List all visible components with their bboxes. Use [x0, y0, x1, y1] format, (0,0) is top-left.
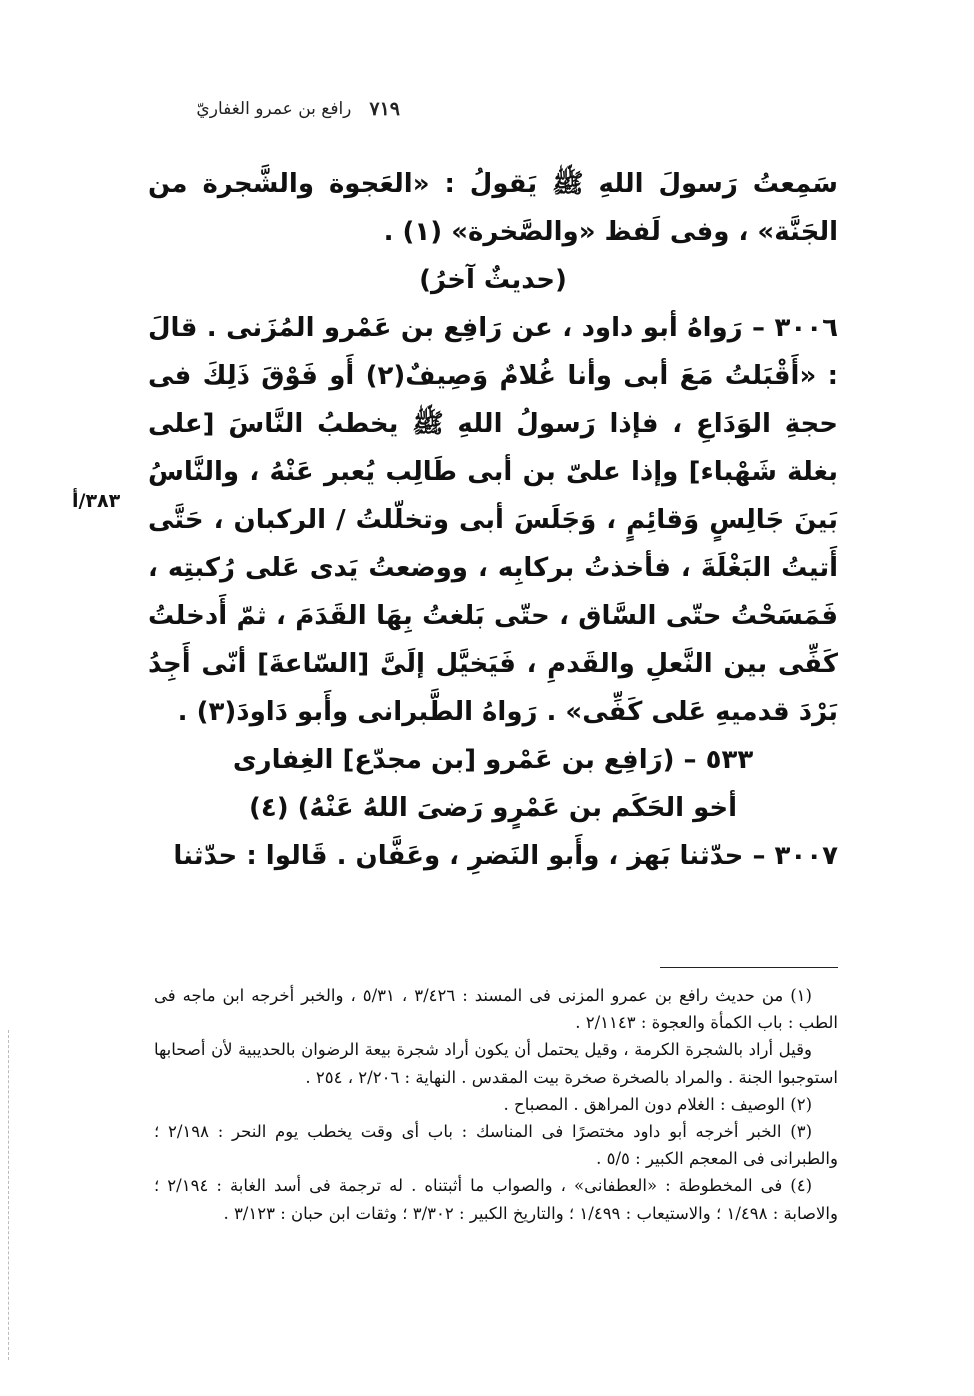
- footnote-1: (١) من حديث رافع بن عمرو المزنى فى المسند : ٣/٤٢٦ ، ٥/٣١ ، والخبر أخرجه ابن ماجه فى الطب : باب الكمأة والعجوة : ٢/١١٤٣ .: [154, 986, 838, 1033]
- footnote-1-continued: وقيل أراد بالشجرة الكرمة ، وقيل يحتمل أن يكون أراد شجرة بيعة الرضوان بالحديبية لأن أصحابها استوجبوا الجنة . والمراد بالصخرة صخرة بيت المقدس . النهاية : ٢/٢٠٦ ، ٢٥٤ .: [154, 1040, 838, 1087]
- footnote-2: (٢) الوصيف : الغلام دون المراهق . المصباح .: [503, 1094, 812, 1114]
- footnote-3: (٣) الخبر أخرجه أبو داود مختصرًا فى المناسك : باب أى وقت يخطب يوم النحر : ٢/١٩٨ ؛ والطبرانى فى المعجم الكبير : ٥/٥ .: [154, 1122, 838, 1169]
- hadith-3006: ٣٠٠٦ – رَواهُ أبو داود ، عن رَافِع بن عَمْرو المُزَنى . قالَ : «أَقْبَلتُ مَعَ أبى وأنا غُلامٌ وَصِيفٌ(٢) أَو فَوْقَ ذَلِكَ فى حجةِ الوَدَاعِ ، فإذا رَسولُ اللهِ ﷺ يخطبُ النَّاسَ [على بغلة شَهْباء] وإذا علىّ بن أبى طَالِب يُعبر عَنْهُ ، والنَّاسُ بَينَ جَالِسٍ وَقائِمٍ ، وَجَلَسَ أبى وتخلّلتُ / الركبان ، حَتَّى أَتيتُ البَغْلَةَ ، فأخذتُ بركابِه ، ووضعتُ يَدى عَلى رُكبتِه ، فَمَسَحْتُ حتّى السَّاق ، حتّى بَلغتُ بِهَا القَدَمَ ، ثمّ أَدخلتُ كَفِّى بين النَّعلِ والقَدمِ ، فَيَخيَّل إلَىَّ [السّاعةَ] أنّى أَجِدُ بَرْدَ قدميهِ عَلى كَفِّى» . رَواهُ الطَّبرانى وأَبو دَاودَ(٣) .: [148, 313, 838, 727]
- section-heading: (حديثٌ آخرُ): [419, 265, 567, 295]
- entry-533-subtitle: أخو الحَكَم بن عَمْرٍو رَضىَ اللهُ عَنْهُ) (٤): [248, 793, 738, 823]
- scan-gutter-edge: [8, 1030, 10, 1360]
- entry-533-title: ٥٣٣ – (رَافِع بن عَمْرو [بن مجدّع] الغِفارى: [232, 745, 754, 775]
- opening-paragraph: سَمِعتُ رَسولَ اللهِ ﷺ يَقولُ : «العَجوة والشَّجرة من الجَنَّة» ، وفى لَفظ «والصَّخرة» (١) .: [148, 169, 838, 247]
- footnote-4: (٤) فى المخطوطة : «العطفانى» ، والصواب ما أثبتناه . له ترجمة فى أسد الغابة : ٢/١٩٤ ؛ والاصابة : ١/٤٩٨ ؛ والاستيعاب : ١/٤٩٩ ؛ والتاريخ الكبير : ٣/٣٠٢ ؛ وثقات ابن حبان : ٣/١٢٣ .: [154, 1176, 838, 1223]
- main-text: [148, 160, 838, 880]
- running-title: رافع بن عمرو الغفاريّ: [196, 99, 352, 119]
- manuscript-folio-reference: ٣٨٣/أ: [72, 490, 121, 512]
- page-number: ٧١٩: [369, 98, 400, 120]
- footnotes: [154, 982, 838, 1227]
- footnote-separator: [660, 967, 838, 968]
- running-header: [150, 92, 400, 126]
- hadith-3007: ٣٠٠٧ – حدّثنا بَهز ، وأَبو النَضرِ ، وعَفَّان . قَالوا : حدّثنا: [173, 841, 838, 871]
